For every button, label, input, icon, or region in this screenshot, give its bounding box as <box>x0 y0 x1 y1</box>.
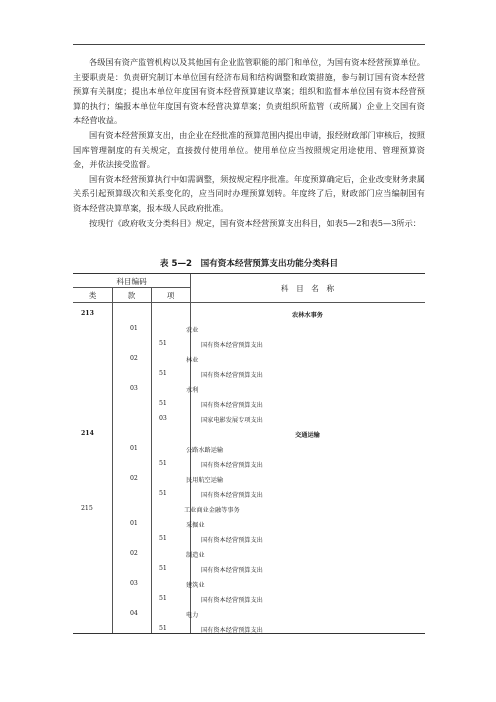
header-divider <box>73 302 425 303</box>
row-subject-name: 国有资本经营预算支出 <box>201 537 263 544</box>
row-subject-name: 国有资本经营预算支出 <box>201 372 263 379</box>
row-subject-name: 林业 <box>186 357 199 364</box>
row-subject-name: 水利 <box>186 387 199 394</box>
row-kuan-code: 01 <box>130 520 138 527</box>
row-subject-name: 国有资本经营预算支出 <box>201 567 263 574</box>
row-kuan-code: 02 <box>130 475 138 482</box>
table-caption: 表 5—2 国有资本经营预算支出功能分类科目 <box>159 259 339 269</box>
row-xiang-code: 51 <box>159 370 167 377</box>
paragraph: 国有资本经营预算支出，由企业在经批准的预算范围内提出申请，报经财政部门审核后，按照国库管理制度的有关规定，直接拨付使用单位。使用单位应当按照规定用途使用、管理预算资金，并依法接受监督。 <box>73 129 425 170</box>
row-category-name: 农林水事务 <box>292 312 323 319</box>
row-subject-name: 国有资本经营预算支出 <box>201 462 263 469</box>
row-subject-name: 制造业 <box>186 552 205 559</box>
row-subject-name: 国有资本经营预算支出 <box>201 402 263 409</box>
header-rule <box>73 44 425 45</box>
header-name: 科 目 名 称 <box>280 284 335 293</box>
row-kuan-code: 04 <box>130 610 138 617</box>
row-kuan-code: 01 <box>130 325 138 332</box>
header-kuan: 款 <box>127 291 136 300</box>
row-xiang-code: 51 <box>159 535 167 542</box>
body-text <box>73 55 425 230</box>
row-kuan-code: 03 <box>130 385 138 392</box>
row-xiang-code: 03 <box>159 415 167 422</box>
row-category-name: 交通运输 <box>295 432 320 439</box>
row-xiang-code: 51 <box>159 595 167 602</box>
row-subject-name: 国家电影发展专项支出 <box>201 417 263 424</box>
row-subject-name: 国有资本经营预算支出 <box>201 627 263 634</box>
row-subject-name: 国有资本经营预算支出 <box>201 492 263 499</box>
row-kuan-code: 03 <box>130 580 138 587</box>
row-subject-name: 国有资本经营预算支出 <box>201 597 263 604</box>
row-xiang-code: 51 <box>159 625 167 632</box>
header-lei: 类 <box>88 291 97 300</box>
row-kuan-code: 02 <box>130 355 138 362</box>
row-lei-code: 214 <box>81 430 94 437</box>
row-xiang-code: 51 <box>159 460 167 467</box>
row-subject-name: 公路水路运输 <box>186 447 224 454</box>
row-subject-name: 工业商业金融等事务 <box>184 507 240 514</box>
header-xiang: 项 <box>166 291 175 300</box>
row-subject-name: 采掘业 <box>186 522 205 529</box>
row-xiang-code: 51 <box>159 565 167 572</box>
row-subject-name: 国有资本经营预算支出 <box>201 342 263 349</box>
row-xiang-code: 51 <box>159 490 167 497</box>
row-subject-name: 农业 <box>186 327 199 334</box>
paragraph: 各级国有资产监管机构以及其他国有企业监管职能的部门和单位，为国有资本经营预算单位。主要职责是：负责研究制订本单位国有经济布局和结构调整和政策措施，参与制订国有资本经营预算有关制度；提出本单位年度国有资本经营预算建议草案；组织和监督本单位国有资本经营预算的执行；编报本单位年度国有资本经营决算草案；负责组织所监管（或所属）企业上交国有资本经营收益。 <box>73 57 425 126</box>
paragraph: 国有资本经营预算执行中如需调整，须按规定程序批准。年度预算确定后，企业改变财务隶属关系引起预算级次和关系变化的，应当同时办理预算划转。年度终了后，财政部门应当编制国有资本经营决算草案，报本级人民政府批准。 <box>73 173 425 213</box>
header-divider <box>73 287 190 288</box>
paragraph: 按现行《政府收支分类科目》规定，国有资本经营预算支出科目，如表5—2和表5—3所示： <box>89 217 421 228</box>
row-kuan-code: 02 <box>130 550 138 557</box>
row-xiang-code: 51 <box>159 400 167 407</box>
row-subject-name: 民用航空运输 <box>186 477 224 484</box>
row-xiang-code: 51 <box>159 340 167 347</box>
row-lei-code: 213 <box>81 310 94 317</box>
row-subject-name: 建筑业 <box>186 582 205 589</box>
row-lei-code: 215 <box>81 505 93 512</box>
row-subject-name: 电力 <box>186 612 199 619</box>
column-divider <box>151 287 152 633</box>
column-divider <box>112 287 113 633</box>
header-code-group: 科目编码 <box>116 277 147 286</box>
classification-table <box>73 273 425 634</box>
row-kuan-code: 01 <box>130 445 138 452</box>
